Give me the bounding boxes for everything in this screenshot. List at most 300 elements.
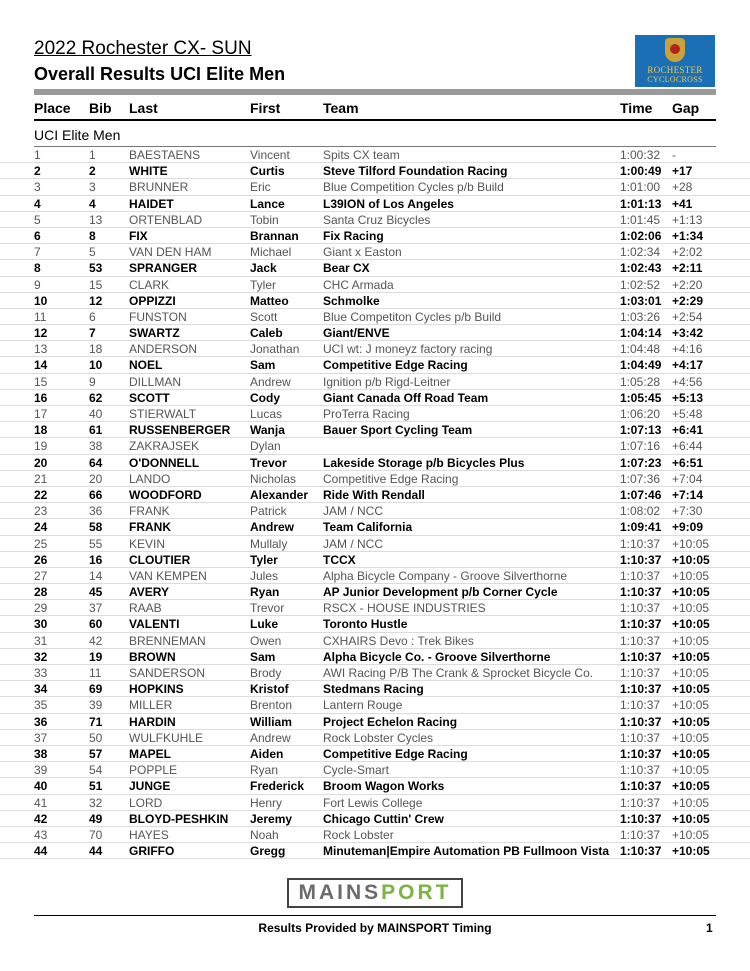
cell-gap: +10:05	[672, 682, 710, 697]
cell-team: TCCX	[323, 552, 356, 567]
cell-time: 1:06:20	[620, 407, 661, 421]
logo-line-2: CYCLOCROSS	[647, 75, 703, 84]
cell-place: 32	[34, 649, 48, 664]
cell-time: 1:07:16	[620, 439, 661, 454]
cell-first: Dylan	[250, 439, 281, 454]
table-row	[0, 762, 750, 778]
cell-place: 24	[34, 520, 48, 535]
table-row	[0, 455, 750, 471]
cell-bib: 71	[89, 714, 103, 729]
cell-bib: 4	[89, 196, 96, 211]
cell-last: SPRANGER	[129, 261, 198, 276]
cell-last: VAN KEMPEN	[129, 568, 207, 583]
table-row	[0, 244, 750, 260]
cell-time: 1:08:02	[620, 504, 661, 519]
cell-gap: +10:05	[672, 633, 710, 648]
cell-bib: 53	[89, 261, 103, 276]
cell-last: LORD	[129, 795, 163, 810]
cell-place: 30	[34, 617, 48, 632]
cell-gap: +7:30	[672, 504, 703, 519]
cell-first: Brannan	[250, 228, 299, 243]
cell-last: ZAKRAJSEK	[129, 439, 200, 454]
cell-bib: 60	[89, 617, 103, 632]
cell-gap: +10:05	[672, 779, 710, 794]
cell-last: VAN DEN HAM	[129, 245, 212, 260]
cell-time: 1:10:37	[620, 633, 661, 648]
cell-team: Alpha Bicycle Company - Groove Silverthorne	[323, 568, 568, 583]
cell-last: WOODFORD	[129, 487, 202, 502]
cell-bib: 62	[89, 390, 103, 405]
cell-team: Rock Lobster Cycles	[323, 730, 434, 745]
cell-first: Alexander	[250, 487, 309, 502]
cell-bib: 38	[89, 439, 103, 454]
cell-time: 1:04:49	[620, 358, 662, 373]
table-row	[0, 730, 750, 746]
cell-team: ProTerra Racing	[323, 407, 410, 421]
cell-place: 35	[34, 698, 48, 713]
cell-team: CXHAIRS Devo : Trek Bikes	[323, 633, 474, 648]
cell-gap: +9:09	[672, 520, 704, 535]
results-table	[0, 147, 750, 859]
cell-time: 1:10:37	[620, 827, 661, 842]
table-row	[0, 309, 750, 325]
cell-team: Ride With Rendall	[323, 487, 425, 502]
table-row	[0, 212, 750, 228]
cell-bib: 12	[89, 293, 103, 308]
cell-gap: +5:48	[672, 407, 703, 421]
cell-place: 29	[34, 601, 48, 616]
cell-first: Aiden	[250, 746, 284, 761]
cell-team: Bear CX	[323, 261, 370, 276]
cell-bib: 6	[89, 309, 96, 324]
cell-place: 31	[34, 633, 48, 648]
cell-place: 26	[34, 552, 48, 567]
table-row	[0, 681, 750, 697]
cell-gap: +10:05	[672, 585, 710, 600]
cell-time: 1:01:00	[620, 180, 661, 195]
table-row	[0, 147, 750, 163]
cell-last: CLOUTIER	[129, 552, 191, 567]
cell-place: 23	[34, 504, 48, 519]
cell-place: 21	[34, 471, 48, 486]
cell-team: Broom Wagon Works	[323, 779, 445, 794]
table-row	[0, 568, 750, 584]
cell-bib: 32	[89, 795, 103, 810]
cell-bib: 20	[89, 471, 103, 486]
table-row	[0, 422, 750, 438]
cell-place: 43	[34, 827, 48, 842]
table-row	[0, 503, 750, 519]
cell-gap: +10:05	[672, 617, 710, 632]
cell-last: HAYES	[129, 827, 169, 842]
cell-last: ANDERSON	[129, 342, 198, 357]
footer-text: Results Provided by MAINSPORT Timing	[258, 921, 492, 935]
cell-last: CLARK	[129, 277, 170, 292]
cell-bib: 45	[89, 585, 103, 600]
cell-team: Fix Racing	[323, 228, 384, 243]
cell-last: VALENTI	[129, 617, 180, 632]
cell-place: 8	[34, 261, 41, 276]
table-row	[0, 552, 750, 568]
cell-first: Vincent	[250, 148, 290, 162]
cell-bib: 8	[89, 228, 96, 243]
cell-time: 1:10:37	[620, 795, 661, 810]
cell-bib: 51	[89, 779, 103, 794]
cell-first: Wanja	[250, 423, 285, 438]
cell-gap: +10:05	[672, 666, 710, 680]
cell-place: 16	[34, 390, 48, 405]
cell-place: 3	[34, 180, 41, 195]
cell-place: 33	[34, 666, 48, 680]
cell-time: 1:09:41	[620, 520, 662, 535]
cell-last: LANDO	[129, 471, 171, 486]
table-row	[0, 665, 750, 681]
cell-last: HARDIN	[129, 714, 176, 729]
cell-time: 1:10:37	[620, 746, 662, 761]
cell-gap: +10:05	[672, 730, 710, 745]
cell-first: Scott	[250, 309, 278, 324]
cell-time: 1:02:34	[620, 245, 661, 260]
cell-place: 2	[34, 164, 41, 179]
table-row	[0, 600, 750, 616]
cell-time: 1:04:48	[620, 342, 661, 357]
header-divider	[34, 89, 716, 95]
cell-last: FUNSTON	[129, 309, 187, 324]
cell-gap: +10:05	[672, 536, 710, 551]
cell-time: 1:05:45	[620, 390, 662, 405]
column-header-row	[0, 98, 750, 120]
cell-last: BAESTAENS	[129, 148, 201, 162]
table-row	[0, 438, 750, 454]
cell-time: 1:00:32	[620, 148, 661, 162]
cell-time: 1:04:14	[620, 326, 662, 341]
cell-team: Minuteman|Empire Automation PB Fullmoon Vista	[323, 844, 610, 859]
cell-time: 1:10:37	[620, 763, 661, 778]
cell-bib: 55	[89, 536, 103, 551]
cell-first: Tyler	[250, 277, 277, 292]
cell-bib: 69	[89, 682, 103, 697]
cell-last: HOPKINS	[129, 682, 184, 697]
cell-gap: +4:56	[672, 374, 703, 389]
cell-place: 28	[34, 585, 48, 600]
cell-last: NOEL	[129, 358, 163, 373]
page-title: 2022 Rochester CX- SUN	[34, 38, 252, 59]
table-row	[0, 584, 750, 600]
cell-team: Stedmans Racing	[323, 682, 424, 697]
cell-team: Giant/ENVE	[323, 326, 390, 341]
cell-last: MILLER	[129, 698, 173, 713]
cell-time: 1:02:06	[620, 228, 662, 243]
cell-gap: +10:05	[672, 552, 710, 567]
cell-gap: +6:41	[672, 423, 704, 438]
cell-bib: 5	[89, 245, 96, 260]
cell-first: Jules	[250, 568, 279, 583]
cell-team: Rock Lobster	[323, 827, 394, 842]
cell-first: Matteo	[250, 293, 289, 308]
page-subtitle: Overall Results UCI Elite Men	[34, 64, 286, 84]
cell-first: Lucas	[250, 407, 283, 421]
cell-team: Toronto Hustle	[323, 617, 408, 632]
cell-place: 36	[34, 714, 48, 729]
page-number: 1	[706, 921, 713, 935]
cell-bib: 36	[89, 504, 103, 519]
cell-first: Tobin	[250, 212, 279, 227]
cell-first: Lance	[250, 196, 285, 211]
cell-gap: +2:11	[672, 261, 703, 276]
column-header-divider	[34, 119, 716, 121]
cell-place: 13	[34, 342, 48, 357]
cell-last: ORTENBLAD	[129, 212, 203, 227]
table-row	[0, 163, 750, 179]
mainsport-logo	[287, 878, 463, 908]
column-header-last: Last	[129, 100, 158, 116]
cell-place: 20	[34, 455, 48, 470]
cell-last: WULFKUHLE	[129, 730, 204, 745]
cell-bib: 39	[89, 698, 103, 713]
cell-gap: +4:16	[672, 342, 703, 357]
table-row	[0, 746, 750, 762]
cell-first: Noah	[250, 827, 279, 842]
cell-time: 1:10:37	[620, 682, 662, 697]
cell-team: Giant Canada Off Road Team	[323, 390, 489, 405]
cell-last: GRIFFO	[129, 844, 175, 859]
cell-place: 10	[34, 293, 48, 308]
cell-last: BROWN	[129, 649, 176, 664]
cell-bib: 18	[89, 342, 103, 357]
cell-bib: 7	[89, 326, 96, 341]
cell-time: 1:02:52	[620, 277, 661, 292]
cell-first: Ryan	[250, 585, 280, 600]
cell-last: JUNGE	[129, 779, 171, 794]
cell-place: 41	[34, 795, 48, 810]
cell-bib: 44	[89, 844, 103, 859]
column-header-first: First	[250, 100, 281, 116]
cell-team: Ignition p/b Rigd-Leitner	[323, 374, 451, 389]
table-row	[0, 325, 750, 341]
table-row	[0, 260, 750, 276]
cell-place: 15	[34, 374, 48, 389]
cell-team: Chicago Cuttin' Crew	[323, 811, 444, 826]
cell-bib: 42	[89, 633, 103, 648]
cell-gap: +10:05	[672, 763, 710, 778]
column-header-gap: Gap	[672, 100, 700, 116]
cell-place: 7	[34, 245, 41, 260]
cell-gap: +10:05	[672, 714, 710, 729]
cell-gap: -	[672, 148, 676, 162]
cell-first: Andrew	[250, 730, 291, 745]
table-row	[0, 228, 750, 244]
cell-place: 18	[34, 423, 48, 438]
cell-gap: +4:17	[672, 358, 704, 373]
cell-team: JAM / NCC	[323, 536, 383, 551]
cell-last: MAPEL	[129, 746, 171, 761]
cell-time: 1:03:26	[620, 309, 661, 324]
cell-last: O'DONNELL	[129, 455, 200, 470]
cell-first: Sam	[250, 649, 276, 664]
cell-place: 12	[34, 326, 48, 341]
table-row	[0, 519, 750, 535]
cell-gap: +6:44	[672, 439, 703, 454]
cell-bib: 66	[89, 487, 103, 502]
cell-place: 5	[34, 212, 41, 227]
cell-last: RUSSENBERGER	[129, 423, 231, 438]
cell-time: 1:03:01	[620, 293, 662, 308]
cell-place: 14	[34, 358, 48, 373]
cell-first: Trevor	[250, 455, 287, 470]
cell-team: Steve Tilford Foundation Racing	[323, 164, 508, 179]
cell-team: Cycle-Smart	[323, 763, 390, 778]
cell-gap: +10:05	[672, 601, 710, 616]
cell-last: KEVIN	[129, 536, 166, 551]
cell-team: Blue Competition Cycles p/b Build	[323, 180, 504, 195]
table-row	[0, 487, 750, 503]
cell-team: Bauer Sport Cycling Team	[323, 423, 473, 438]
cell-last: POPPLE	[129, 763, 178, 778]
cell-time: 1:02:43	[620, 261, 662, 276]
table-row	[0, 633, 750, 649]
cell-time: 1:10:37	[620, 601, 661, 616]
cell-first: Owen	[250, 633, 282, 648]
cell-place: 17	[34, 407, 48, 421]
cell-last: BLOYD-PESHKIN	[129, 811, 229, 826]
cell-team: Competitive Edge Racing	[323, 471, 459, 486]
table-row	[0, 471, 750, 487]
cell-last: OPPIZZI	[129, 293, 176, 308]
cell-team: L39ION of Los Angeles	[323, 196, 454, 211]
cell-team: Alpha Bicycle Co. - Groove Silverthorne	[323, 649, 551, 664]
cell-last: DILLMAN	[129, 374, 182, 389]
logo-line-1: ROCHESTER	[647, 65, 703, 75]
cell-first: Ryan	[250, 763, 279, 778]
cell-bib: 15	[89, 277, 103, 292]
cell-team: JAM / NCC	[323, 504, 383, 519]
cell-bib: 58	[89, 520, 103, 535]
cell-place: 6	[34, 228, 41, 243]
cell-bib: 49	[89, 811, 103, 826]
cell-gap: +10:05	[672, 795, 710, 810]
cell-place: 37	[34, 730, 48, 745]
cell-time: 1:10:37	[620, 698, 661, 713]
table-row	[0, 406, 750, 422]
cell-last: SANDERSON	[129, 666, 206, 680]
cell-team: Lakeside Storage p/b Bicycles Plus	[323, 455, 525, 470]
cell-gap: +10:05	[672, 844, 710, 859]
cell-place: 11	[34, 309, 47, 324]
cell-first: Nicholas	[250, 471, 297, 486]
cell-last: BRUNNER	[129, 180, 189, 195]
cell-gap: +6:51	[672, 455, 704, 470]
cell-first: Jonathan	[250, 342, 300, 357]
cell-time: 1:10:37	[620, 666, 661, 680]
table-row	[0, 697, 750, 713]
cell-gap: +1:13	[672, 212, 703, 227]
cell-first: Curtis	[250, 164, 285, 179]
table-row	[0, 778, 750, 794]
table-row	[0, 843, 750, 859]
cell-gap: +10:05	[672, 698, 710, 713]
cell-bib: 14	[89, 568, 103, 583]
section-title: UCI Elite Men	[34, 127, 121, 143]
cell-gap: +2:54	[672, 309, 703, 324]
cell-bib: 40	[89, 407, 103, 421]
cell-place: 34	[34, 682, 48, 697]
table-row	[0, 811, 750, 827]
cell-team: Giant x Easton	[323, 245, 402, 260]
cell-gap: +10:05	[672, 746, 710, 761]
table-row	[0, 795, 750, 811]
table-row	[0, 374, 750, 390]
cell-place: 27	[34, 568, 48, 583]
cell-team: CHC Armada	[323, 277, 394, 292]
crest-icon	[665, 38, 685, 62]
cell-team: AWI Racing P/B The Crank & Sprocket Bicycle Co.	[323, 666, 594, 680]
cell-place: 42	[34, 811, 48, 826]
cell-bib: 10	[89, 358, 103, 373]
cell-first: Mullaly	[250, 536, 288, 551]
cell-time: 1:10:37	[620, 730, 661, 745]
cell-time: 1:07:13	[620, 423, 662, 438]
cell-time: 1:01:13	[620, 196, 662, 211]
cell-gap: +1:34	[672, 228, 704, 243]
cell-place: 9	[34, 277, 41, 292]
cell-bib: 11	[89, 666, 102, 680]
cell-bib: 57	[89, 746, 103, 761]
cell-time: 1:10:37	[620, 714, 662, 729]
cell-gap: +2:20	[672, 277, 703, 292]
cell-gap: +17	[672, 164, 693, 179]
cell-first: Henry	[250, 795, 283, 810]
table-row	[0, 293, 750, 309]
cell-last: BRENNEMAN	[129, 633, 206, 648]
cell-last: AVERY	[129, 585, 170, 600]
cell-first: Jack	[250, 261, 277, 276]
column-header-time: Time	[620, 100, 653, 116]
table-row	[0, 357, 750, 373]
cell-place: 4	[34, 196, 41, 211]
cell-bib: 61	[89, 423, 103, 438]
cell-time: 1:10:37	[620, 811, 662, 826]
cell-team: Schmolke	[323, 293, 380, 308]
column-header-team: Team	[323, 100, 359, 116]
table-row	[0, 714, 750, 730]
rochester-cyclocross-logo	[635, 35, 715, 87]
table-row	[0, 390, 750, 406]
cell-time: 1:10:37	[620, 552, 662, 567]
cell-gap: +5:13	[672, 390, 704, 405]
cell-gap: +41	[672, 196, 693, 211]
mainsport-logo-part2: PORT	[381, 881, 452, 904]
cell-gap: +3:42	[672, 326, 704, 341]
cell-gap: +10:05	[672, 811, 710, 826]
cell-place: 40	[34, 779, 48, 794]
cell-gap: +2:29	[672, 293, 704, 308]
table-row	[0, 536, 750, 552]
cell-time: 1:10:37	[620, 779, 662, 794]
table-row	[0, 179, 750, 195]
cell-time: 1:07:36	[620, 471, 661, 486]
cell-place: 39	[34, 763, 48, 778]
cell-bib: 1	[89, 148, 96, 162]
cell-place: 22	[34, 487, 48, 502]
cell-time: 1:00:49	[620, 164, 662, 179]
cell-first: Brenton	[250, 698, 293, 713]
cell-time: 1:10:37	[620, 536, 661, 551]
cell-team: Santa Cruz Bicycles	[323, 212, 431, 227]
column-header-place: Place	[34, 100, 71, 116]
cell-place: 44	[34, 844, 48, 859]
cell-team: RSCX - HOUSE INDUSTRIES	[323, 601, 486, 616]
cell-last: WHITE	[129, 164, 168, 179]
